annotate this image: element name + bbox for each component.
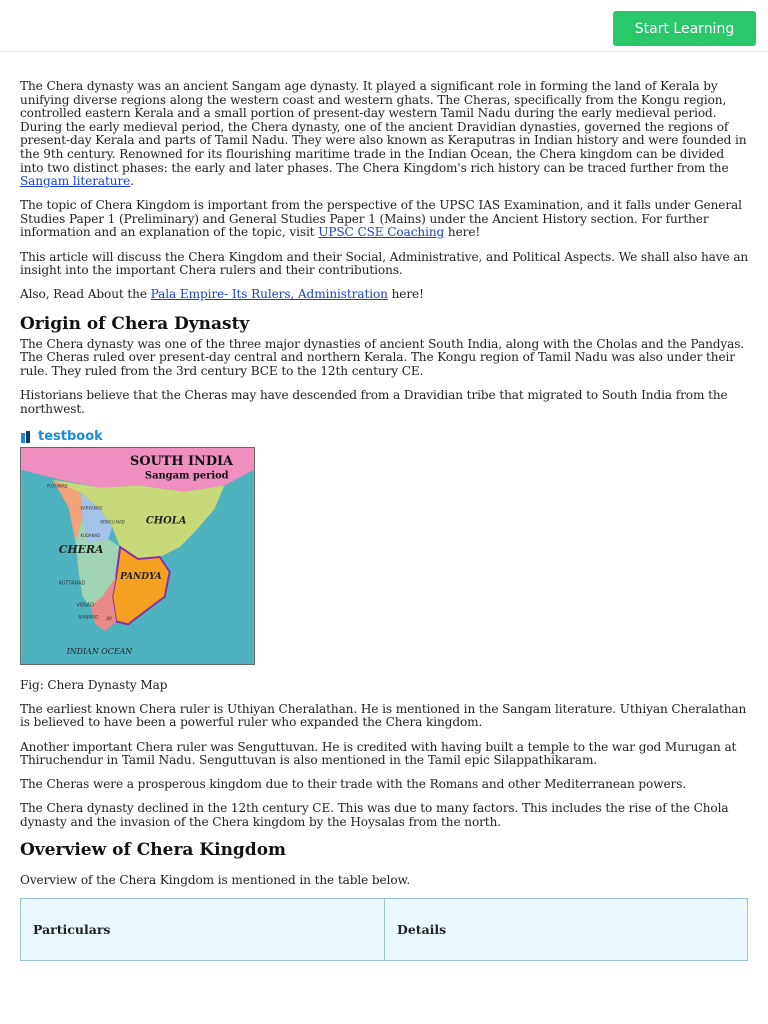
map-label-kuttanad: KUTTANAD [58,580,86,587]
map-title: SOUTH INDIA [130,453,234,469]
top-bar [0,0,768,52]
map-label-chera: CHERA [58,542,104,556]
earliest-ruler-paragraph: The earliest known Chera ruler is Uthiyan Cheralathan. He is mentioned in the Sangam literature. Uthiyan Cheralathan is believed to have been a powerful ruler who expanded the Chera kingdom. [20,701,747,730]
map-caption: Fig: Chera Dynasty Map [20,677,168,692]
chera-dynasty-map [20,447,255,665]
map-label-ocean: INDIAN OCEAN [66,646,133,656]
overview-paragraph: Overview of the Chera Kingdom is mentioned in the table below. [20,873,411,888]
testbook-logo-icon [20,430,34,444]
historians-paragraph: Historians believe that the Cheras may have descended from a Dravidian tribe that migrated to South India from the northwest. [20,388,728,416]
map-label-karkanad: KARKANAD [80,505,103,511]
table-row [21,899,748,961]
map-label-kongu-nad: KONGU NAD [100,519,125,525]
article-body [20,80,750,961]
map-label-ay: AY [106,616,113,623]
table-header-particulars: Particulars [21,899,385,961]
origin-paragraph: The Chera dynasty was one of the three major dynasties of ancient South India, along with the Cholas and the Pandyas. The Cheras ruled over present-day central and northern Kerala. The Kongu region of Tamil Nadu was also under their rule. They ruled from the 3rd century BCE to the 12th century CE. [20,336,745,378]
pala-empire-link[interactable]: Pala Empire- Its Rulers, Administration [150,287,388,302]
senguttuvan-paragraph: Another important Chera ruler was Senguttuvan. He is credited with having built a temple to the war god Murugan at Thiruchendur in Tamil Nadu. Senguttuvan is also mentioned in the Tamil epic Silappathikaram. [20,739,737,768]
map-label-puzhinad: PUZHINAD [46,483,68,489]
article-scope-paragraph: This article will discuss the Chera Kingdom and their Social, Administrative, and Political Aspects. We shall also have an insight into the important Chera rulers and their contributions. [20,249,749,278]
map-subtitle: Sangam period [144,470,229,482]
map-label-pandya: PANDYA [120,571,162,582]
upsc-cse-coaching-link[interactable]: UPSC CSE Coaching [318,225,445,240]
decline-paragraph: The Chera dynasty declined in the 12th century CE. This was due to many factors. This includes the rise of the Chola dynasty and the invasion of the Chera kingdom by the Hoysalas from the north. [20,801,729,829]
also-read-paragraph: Also, Read About the Pala Empire- Its Rulers, Administration here! [20,287,424,302]
map-label-nanjinad: NANJINAD [78,614,99,620]
start-learning-button[interactable]: Start Learning [613,11,756,46]
table-header-details: Details [385,899,748,961]
origin-heading: Origin of Chera Dynasty [20,313,250,334]
intro-paragraph: The Chera dynasty was an ancient Sangam age dynasty. It played a significant role in forming the land of Kerala by unifying diverse regions along the western coast and western ghats. The Cheras, specifically from the Kongu region, controlled eastern Kerala and a small portion of present-day western Tamil Nadu during the early medieval period. During the early medieval period, the Chera dynasty, one of the ancient Dravidian dynasties, governed the regions of present-day Kerala and parts of Tamil Nadu. They were also known as Keraputras in Indian history and were founded in the 9th century. Renowned for its flourishing maritime trade in the Indian Ocean, the Chera kingdom can be divided into two distinct phases: the early and later phases. The Chera Kingdom's rich history can be traced further from the Sangam literature. [20,79,747,189]
overview-heading: Overview of Chera Kingdom [20,840,287,861]
testbook-logo [20,427,750,447]
overview-table [20,898,748,961]
upsc-paragraph: The topic of Chera Kingdom is important from the perspective of the UPSC IAS Examination, and it falls under General Studies Paper 1 (Preliminary) and General Studies Paper 1 (Mains) under the Ancient History section. For further information and an explanation of the topic, visit UPSC CSE Coaching here! [20,198,742,240]
testbook-logo-text: testbook [38,429,103,445]
map-label-venad: VENAD [76,602,94,609]
trade-paragraph: The Cheras were a prosperous kingdom due to their trade with the Romans and other Mediterranean powers. [20,777,687,792]
map-label-chola: CHOLA [145,515,187,527]
map-label-kudanad: KUDANAD [80,532,101,538]
sangam-literature-link[interactable]: Sangam literature [20,174,131,189]
